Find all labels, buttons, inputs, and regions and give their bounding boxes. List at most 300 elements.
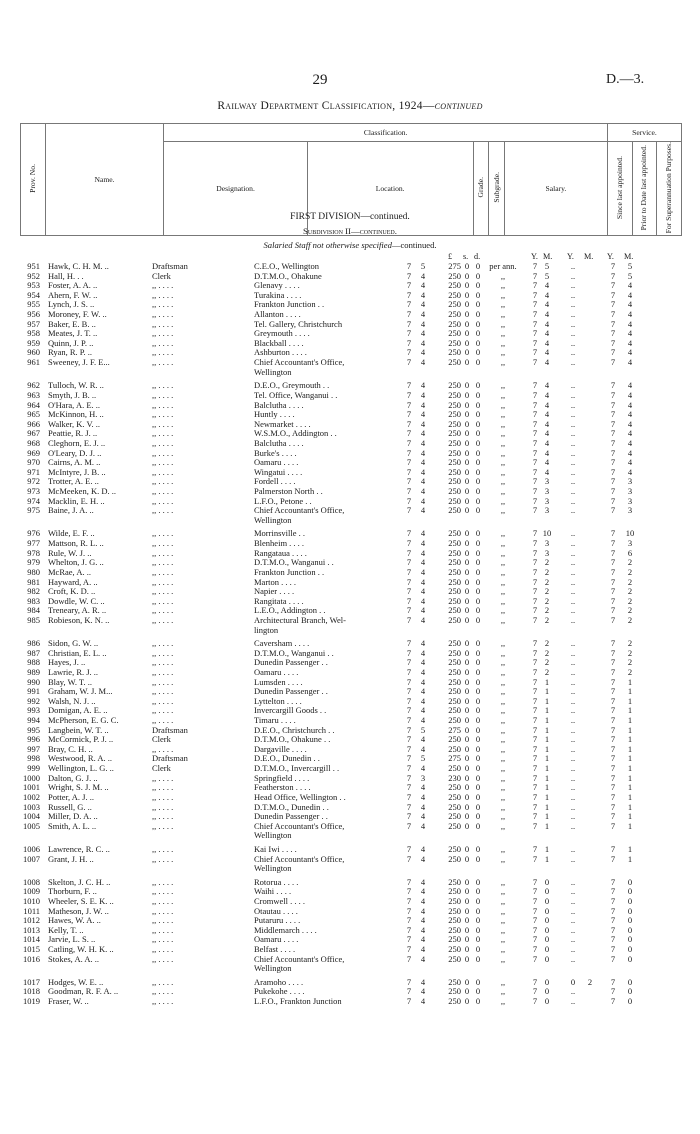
cell-y2: ..: [570, 595, 576, 606]
cell-y1: 7: [532, 896, 538, 906]
cell-m1: 1: [544, 772, 550, 783]
cell-sal: 250: [448, 399, 461, 410]
cell-s: 0: [464, 486, 470, 497]
cell-y1: 7: [532, 547, 538, 558]
page-title: [0, 100, 700, 112]
cell-d: 0: [475, 547, 481, 558]
cell-name: Macklin, E. H. ..: [48, 496, 105, 506]
cell-no: 1013: [23, 924, 40, 935]
cell-pa: ,,: [500, 820, 506, 831]
cell-pa: ,,: [500, 763, 506, 774]
cell-des: ,, . . . .: [152, 906, 174, 916]
cell-m3: 0: [627, 876, 633, 887]
cell-sg: 4: [420, 605, 426, 616]
cell-sg: 4: [420, 820, 426, 831]
cell-m1: 4: [544, 447, 550, 458]
cell-sg: 4: [420, 905, 426, 916]
cell-loc: Putaruru . . . .: [254, 916, 301, 926]
cell-gr: 7: [406, 976, 412, 987]
cell-name: Christian, E. L. ..: [48, 648, 107, 658]
cell-sg: 5: [420, 724, 426, 735]
cell-name: Ahern, F. W. ..: [48, 290, 98, 300]
cell-no: 1007: [23, 853, 40, 864]
cell-pa: ,,: [500, 538, 506, 549]
cell-y2: ..: [570, 843, 576, 854]
cell-sal: 230: [448, 772, 461, 783]
table-row: [0, 897, 700, 907]
cell-y1: 7: [532, 657, 538, 668]
table-row: [0, 803, 700, 813]
cell-sg: 4: [420, 976, 426, 987]
cell-y3: 7: [610, 953, 616, 964]
cell-sal: 250: [448, 347, 461, 358]
cell-y3: 7: [610, 686, 616, 697]
cell-y1: 7: [532, 905, 538, 916]
cell-y2: ..: [570, 486, 576, 497]
cell-y3: 7: [610, 811, 616, 822]
cell-no: 951: [27, 261, 40, 271]
cell-name: Catling, W. H. K. ..: [48, 945, 114, 955]
cell-sal: 250: [448, 896, 461, 906]
cell-s: 0: [464, 638, 470, 649]
cell-pa: ,,: [500, 676, 506, 687]
cell-m3: 4: [627, 399, 633, 410]
cell-sg: 4: [420, 557, 426, 568]
cell-des: ,, . . . .: [152, 897, 174, 906]
cell-s: 0: [464, 399, 470, 410]
cell-loc: D.E.O., Dunedin . .: [254, 754, 320, 764]
cell-sal: 250: [448, 547, 461, 558]
cell-name: McCormick, P. J. ..: [48, 735, 114, 745]
table-row: [0, 687, 700, 697]
cell-y3: 7: [610, 753, 616, 764]
cell-no: 982: [27, 586, 40, 597]
table-row: [0, 945, 700, 955]
cell-loc: Chief Accountant's Office,: [254, 954, 345, 964]
cell-gr: 7: [406, 801, 412, 812]
cell-m3: 2: [627, 614, 633, 625]
cell-pa: ,,: [500, 724, 506, 735]
cell-d: 0: [475, 986, 481, 997]
cell-des: ,, . . . .: [152, 506, 174, 516]
table-row: [0, 558, 700, 568]
cell-pa: per ann.: [489, 261, 517, 271]
cell-sal: 250: [448, 763, 461, 774]
cell-sal: 250: [448, 418, 461, 429]
cell-d: 0: [475, 457, 481, 468]
cell-sal: 250: [448, 905, 461, 916]
cell-sg: 4: [420, 705, 426, 716]
cell-sal: 250: [448, 309, 461, 320]
cell-no: 957: [27, 318, 40, 329]
cell-pa: ,,: [500, 457, 506, 468]
cell-y2: ..: [570, 270, 576, 281]
cell-pa: ,,: [500, 399, 506, 410]
cell-des: Draftsman: [152, 725, 188, 735]
cell-y1: 7: [532, 289, 538, 300]
cell-sal: 275: [448, 261, 461, 271]
cell-m1: 1: [544, 791, 550, 802]
cell-d: 0: [475, 924, 481, 935]
cell-y1: 7: [532, 476, 538, 487]
cell-d: 0: [475, 763, 481, 774]
cell-sal: 250: [448, 953, 461, 964]
cell-s: 0: [464, 347, 470, 358]
cell-des: ,, . . . .: [152, 887, 174, 897]
cell-s: 0: [464, 782, 470, 793]
cell-pa: ,,: [500, 418, 506, 429]
cell-gr: 7: [406, 486, 412, 497]
cell-des: ,, . . . .: [152, 410, 174, 420]
cell-sal: 250: [448, 495, 461, 506]
page-number: 29: [312, 72, 328, 88]
cell-pa: ,,: [500, 896, 506, 906]
cell-loc: Kai Iwi . . . .: [254, 844, 297, 854]
cell-m1: 0: [544, 986, 550, 997]
cell-des: ,, . . . .: [152, 577, 174, 587]
cell-gr: 7: [406, 811, 412, 822]
cell-y1: 7: [532, 782, 538, 793]
cell-sg: 4: [420, 289, 426, 300]
unit-months-2: M.: [584, 252, 594, 261]
cell-sal: 250: [448, 586, 461, 597]
cell-name: Smith, A. L. ..: [48, 821, 97, 831]
cell-y1: 7: [532, 337, 538, 348]
cell-pa: ,,: [500, 566, 506, 577]
cell-m3: 0: [627, 934, 633, 945]
cell-sal: 250: [448, 801, 461, 812]
cell-sal: 250: [448, 820, 461, 831]
cell-no: 953: [27, 280, 40, 291]
cell-gr: 7: [406, 724, 412, 735]
cell-y2: ..: [570, 280, 576, 291]
table-row: [0, 735, 700, 745]
cell-gr: 7: [406, 905, 412, 916]
cell-gr: 7: [406, 996, 412, 1007]
staff-heading: [0, 240, 700, 250]
cell-y3: 7: [610, 782, 616, 793]
cell-y1: 7: [532, 261, 538, 271]
cell-no: 999: [27, 763, 40, 774]
cell-sg: 4: [420, 657, 426, 668]
cell-m1: 4: [544, 347, 550, 358]
cell-loc: Invercargill Goods . .: [254, 706, 327, 716]
table-row: [0, 439, 700, 449]
table-row: [0, 997, 700, 1007]
cell-d: 0: [475, 605, 481, 616]
cell-gr: 7: [406, 934, 412, 945]
cell-m1: 2: [544, 605, 550, 616]
cell-sg: 4: [420, 734, 426, 745]
cell-s: 0: [464, 820, 470, 831]
cell-sal: 250: [448, 299, 461, 310]
cell-y2: ..: [570, 896, 576, 906]
cell-s: 0: [464, 896, 470, 906]
cell-y1: 7: [532, 666, 538, 677]
cell-pa: ,,: [500, 586, 506, 597]
cell-pa: ,,: [500, 944, 506, 955]
table-row-continuation: [0, 368, 700, 378]
header-prov-no: Prov. No.: [21, 124, 46, 236]
cell-name: Trotter, A. E. ..: [48, 477, 99, 487]
cell-m3: 4: [627, 347, 633, 358]
cell-y1: 7: [532, 318, 538, 329]
table-row: [0, 529, 700, 539]
cell-des: Draftsman: [152, 754, 188, 764]
cell-m3: 1: [627, 820, 633, 831]
cell-loc: Dunedin Passenger . .: [254, 812, 328, 822]
cell-name: Lynch, J. S. ..: [48, 300, 95, 310]
cell-sg: 4: [420, 495, 426, 506]
cell-no: 995: [27, 724, 40, 735]
cell-d: 0: [475, 380, 481, 391]
cell-y3: 7: [610, 495, 616, 506]
cell-sal: 250: [448, 986, 461, 997]
cell-gr: 7: [406, 399, 412, 410]
cell-y2: ..: [570, 853, 576, 864]
cell-des: ,, . . . .: [152, 548, 174, 558]
cell-m1: 1: [544, 695, 550, 706]
cell-loc: C.E.O., Wellington: [254, 262, 320, 271]
unit-years-3: Y.: [607, 252, 614, 261]
cell-y3: 7: [610, 791, 616, 802]
cell-pa: ,,: [500, 886, 506, 897]
cell-y2: ..: [570, 418, 576, 429]
cell-des: ,, . . . .: [152, 812, 174, 822]
cell-sal: 250: [448, 605, 461, 616]
cell-loc: Head Office, Wellington . .: [254, 792, 346, 802]
cell-sal: 250: [448, 976, 461, 987]
cell-no: 978: [27, 547, 40, 558]
cell-y3: 7: [610, 299, 616, 310]
cell-y1: 7: [532, 638, 538, 649]
cell-s: 0: [464, 538, 470, 549]
cell-name: Rule, W. J. ..: [48, 548, 92, 558]
cell-s: 0: [464, 380, 470, 391]
cell-y3: 7: [610, 666, 616, 677]
cell-d: 0: [475, 318, 481, 329]
cell-sal: 250: [448, 476, 461, 487]
cell-loc: L.F.O., Petone . .: [254, 496, 312, 506]
cell-gr: 7: [406, 547, 412, 558]
cell-pa: ,,: [500, 666, 506, 677]
cell-m3: 6: [627, 547, 633, 558]
cell-sg: 4: [420, 538, 426, 549]
cell-y1: 7: [532, 270, 538, 281]
cell-y1: 7: [532, 357, 538, 368]
cell-y2: ..: [570, 538, 576, 549]
cell-name: Hall, H. . .: [48, 271, 84, 281]
cell-gr: 7: [406, 614, 412, 625]
cell-gr: 7: [406, 924, 412, 935]
cell-m1: 1: [544, 686, 550, 697]
cell-y2: ..: [570, 505, 576, 516]
cell-name: Skelton, J. C. H. ..: [48, 877, 111, 887]
cell-sg: 4: [420, 801, 426, 812]
cell-y1: 7: [532, 399, 538, 410]
cell-y3: 7: [610, 347, 616, 358]
cell-m1: 1: [544, 820, 550, 831]
cell-s: 0: [464, 986, 470, 997]
cell-sg: 4: [420, 886, 426, 897]
cell-des: ,, . . . .: [152, 696, 174, 706]
cell-m1: 1: [544, 705, 550, 716]
cell-d: 0: [475, 791, 481, 802]
cell-sg: 4: [420, 614, 426, 625]
cell-m3: 1: [627, 695, 633, 706]
cell-des: ,, . . . .: [152, 558, 174, 568]
table-row-continuation: [0, 831, 700, 841]
cell-y3: 7: [610, 876, 616, 887]
cell-pa: ,,: [500, 996, 506, 1007]
cell-s: 0: [464, 547, 470, 558]
cell-sg: 4: [420, 924, 426, 935]
cell-y1: 7: [532, 853, 538, 864]
cell-y2: ..: [570, 647, 576, 658]
cell-name: Sweeney, J. F. E...: [48, 358, 110, 368]
cell-loc: Chief Accountant's Office,: [254, 821, 345, 831]
cell-y1: 7: [532, 986, 538, 997]
cell-des: ,, . . . .: [152, 615, 174, 625]
cell-no: 980: [27, 566, 40, 577]
cell-y3: 7: [610, 843, 616, 854]
cell-name: Sidon, G. W. ..: [48, 639, 99, 649]
cell-sal: 250: [448, 996, 461, 1007]
cell-y3: 7: [610, 261, 616, 271]
cell-y2: ..: [570, 934, 576, 945]
cell-des: ,, . . . .: [152, 358, 174, 368]
cell-y3: 7: [610, 657, 616, 668]
cell-m1: 2: [544, 586, 550, 597]
cell-pa: ,,: [500, 476, 506, 487]
table-row: [0, 822, 700, 832]
table-row: [0, 497, 700, 507]
cell-s: 0: [464, 261, 470, 271]
cell-gr: 7: [406, 495, 412, 506]
cell-y3: 7: [610, 676, 616, 687]
cell-sg: 4: [420, 418, 426, 429]
cell-name: Langbein, W. T. ..: [48, 725, 109, 735]
cell-name: Foster, A. A. ..: [48, 281, 98, 291]
cell-y3: 7: [610, 428, 616, 439]
cell-y3: 7: [610, 557, 616, 568]
cell-y3: 7: [610, 457, 616, 468]
cell-y3: 7: [610, 647, 616, 658]
cell-y1: 7: [532, 447, 538, 458]
cell-gr: 7: [406, 676, 412, 687]
cell-m3: 10: [625, 528, 635, 539]
cell-y2: ..: [570, 705, 576, 716]
cell-name: Domigan, A. E. ..: [48, 706, 108, 716]
cell-sal: 250: [448, 676, 461, 687]
cell-m3: 3: [627, 538, 633, 549]
cell-y2: ..: [570, 399, 576, 410]
cell-y3: 7: [610, 976, 616, 987]
cell-des: ,, . . . .: [152, 567, 174, 577]
cell-no: 962: [27, 380, 40, 391]
cell-no: 1014: [23, 934, 40, 945]
cell-sal: 250: [448, 576, 461, 587]
cell-sal: 250: [448, 647, 461, 658]
cell-name: Fraser, W. ..: [48, 997, 89, 1007]
cell-y1: 7: [532, 586, 538, 597]
cell-d: 0: [475, 743, 481, 754]
cell-y2: ..: [570, 437, 576, 448]
cell-gr: 7: [406, 328, 412, 339]
cell-m3: 4: [627, 309, 633, 320]
cell-d: 0: [475, 915, 481, 926]
cell-d: 0: [475, 772, 481, 783]
page-header: [0, 72, 700, 92]
cell-m1: 0: [544, 934, 550, 945]
cell-s: 0: [464, 934, 470, 945]
cell-name: Ryan, R. P. ..: [48, 348, 93, 358]
cell-no: 952: [27, 270, 40, 281]
cell-sg: 5: [420, 753, 426, 764]
table-row: [0, 597, 700, 607]
cell-sg: 4: [420, 347, 426, 358]
cell-s: 0: [464, 763, 470, 774]
cell-y2: ..: [570, 695, 576, 706]
cell-y3: 7: [610, 399, 616, 410]
cell-s: 0: [464, 476, 470, 487]
cell-s: 0: [464, 753, 470, 764]
cell-y1: 7: [532, 686, 538, 697]
cell-d: 0: [475, 357, 481, 368]
cell-y3: 7: [610, 924, 616, 935]
cell-y2: ..: [570, 944, 576, 955]
cell-y3: 7: [610, 466, 616, 477]
cell-gr: 7: [406, 743, 412, 754]
cell-des: Clerk: [152, 271, 171, 281]
table-row: [0, 955, 700, 965]
cell-y2: ..: [570, 657, 576, 668]
cell-y2: ..: [570, 905, 576, 916]
cell-y3: 7: [610, 801, 616, 812]
cell-des: ,, . . . .: [152, 687, 174, 697]
cell-y1: 7: [532, 595, 538, 606]
cell-sg: 4: [420, 915, 426, 926]
cell-loc: Belfast . . . .: [254, 945, 296, 955]
cell-sal: 250: [448, 538, 461, 549]
cell-m3: 1: [627, 791, 633, 802]
header-salary: Salary.: [504, 142, 607, 236]
cell-gr: 7: [406, 820, 412, 831]
cell-des: ,, . . . .: [152, 773, 174, 783]
cell-no: 1003: [23, 801, 40, 812]
cell-m1: 1: [544, 753, 550, 764]
cell-sg: 4: [420, 647, 426, 658]
cell-name: Jarvie, L. S. ..: [48, 935, 96, 945]
cell-y3: 7: [610, 853, 616, 864]
cell-s: 0: [464, 743, 470, 754]
cell-d: 0: [475, 389, 481, 400]
cell-d: 0: [475, 886, 481, 897]
cell-name: Wright, S. J. M. ..: [48, 783, 109, 793]
unit-years-1: Y.: [531, 252, 538, 261]
cell-name: Hayes, J. ..: [48, 658, 86, 668]
cell-name: Mattson, R. L. ..: [48, 539, 104, 549]
cell-loc: Blenheim . . . .: [254, 539, 305, 549]
cell-sal: 250: [448, 915, 461, 926]
cell-sg: 4: [420, 380, 426, 391]
table-row: [0, 477, 700, 487]
cell-des: ,, . . . .: [152, 667, 174, 677]
cell-no: 977: [27, 538, 40, 549]
cell-d: 0: [475, 576, 481, 587]
cell-loc: Chief Accountant's Office,: [254, 506, 345, 516]
cell-no: 985: [27, 614, 40, 625]
